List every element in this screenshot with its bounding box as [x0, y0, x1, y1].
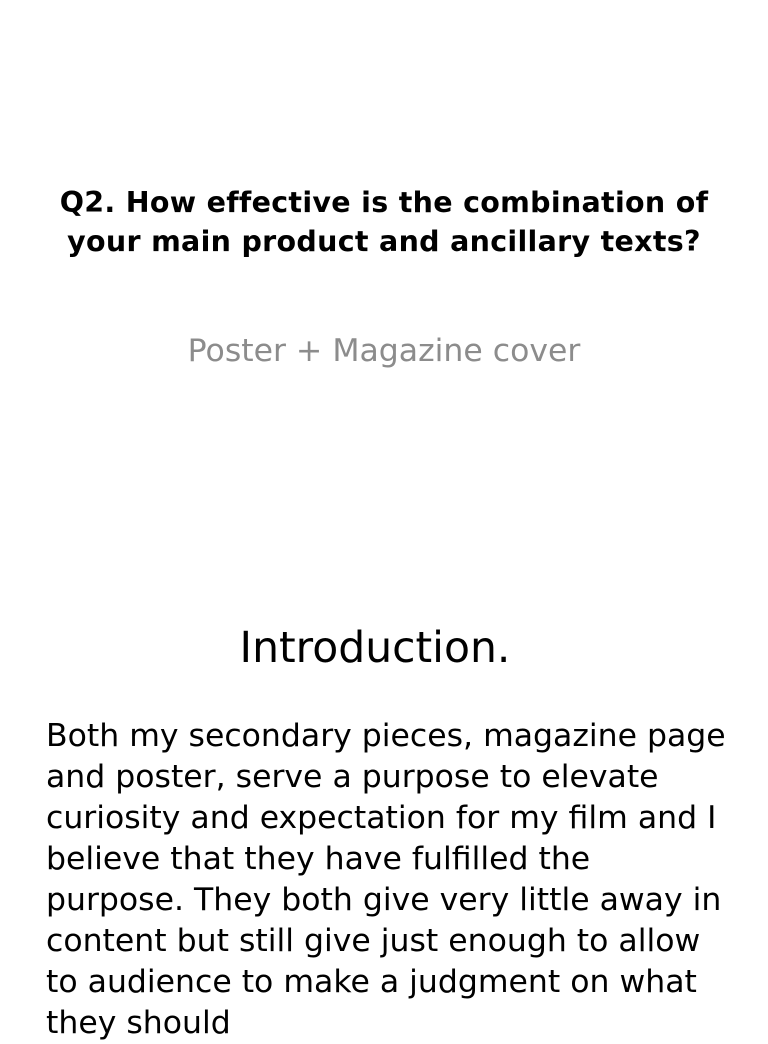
slide-title: Q2. How effective is the combination of your main product and ancillary texts? — [59, 186, 709, 258]
slide-subtitle: Poster + Magazine cover — [187, 333, 581, 369]
introduction-body: Both my secondary pieces, magazine page and poster, serve a purpose to elevate curiosity and expectation for my film and I believe that they have fulfilled the purpose. They both give very little away in content but still give just enough to allow to audience to make a judgment on what they should — [46, 718, 726, 1041]
introduction-heading: Introduction. — [239, 624, 511, 673]
introduction-slide — [0, 560, 768, 1041]
